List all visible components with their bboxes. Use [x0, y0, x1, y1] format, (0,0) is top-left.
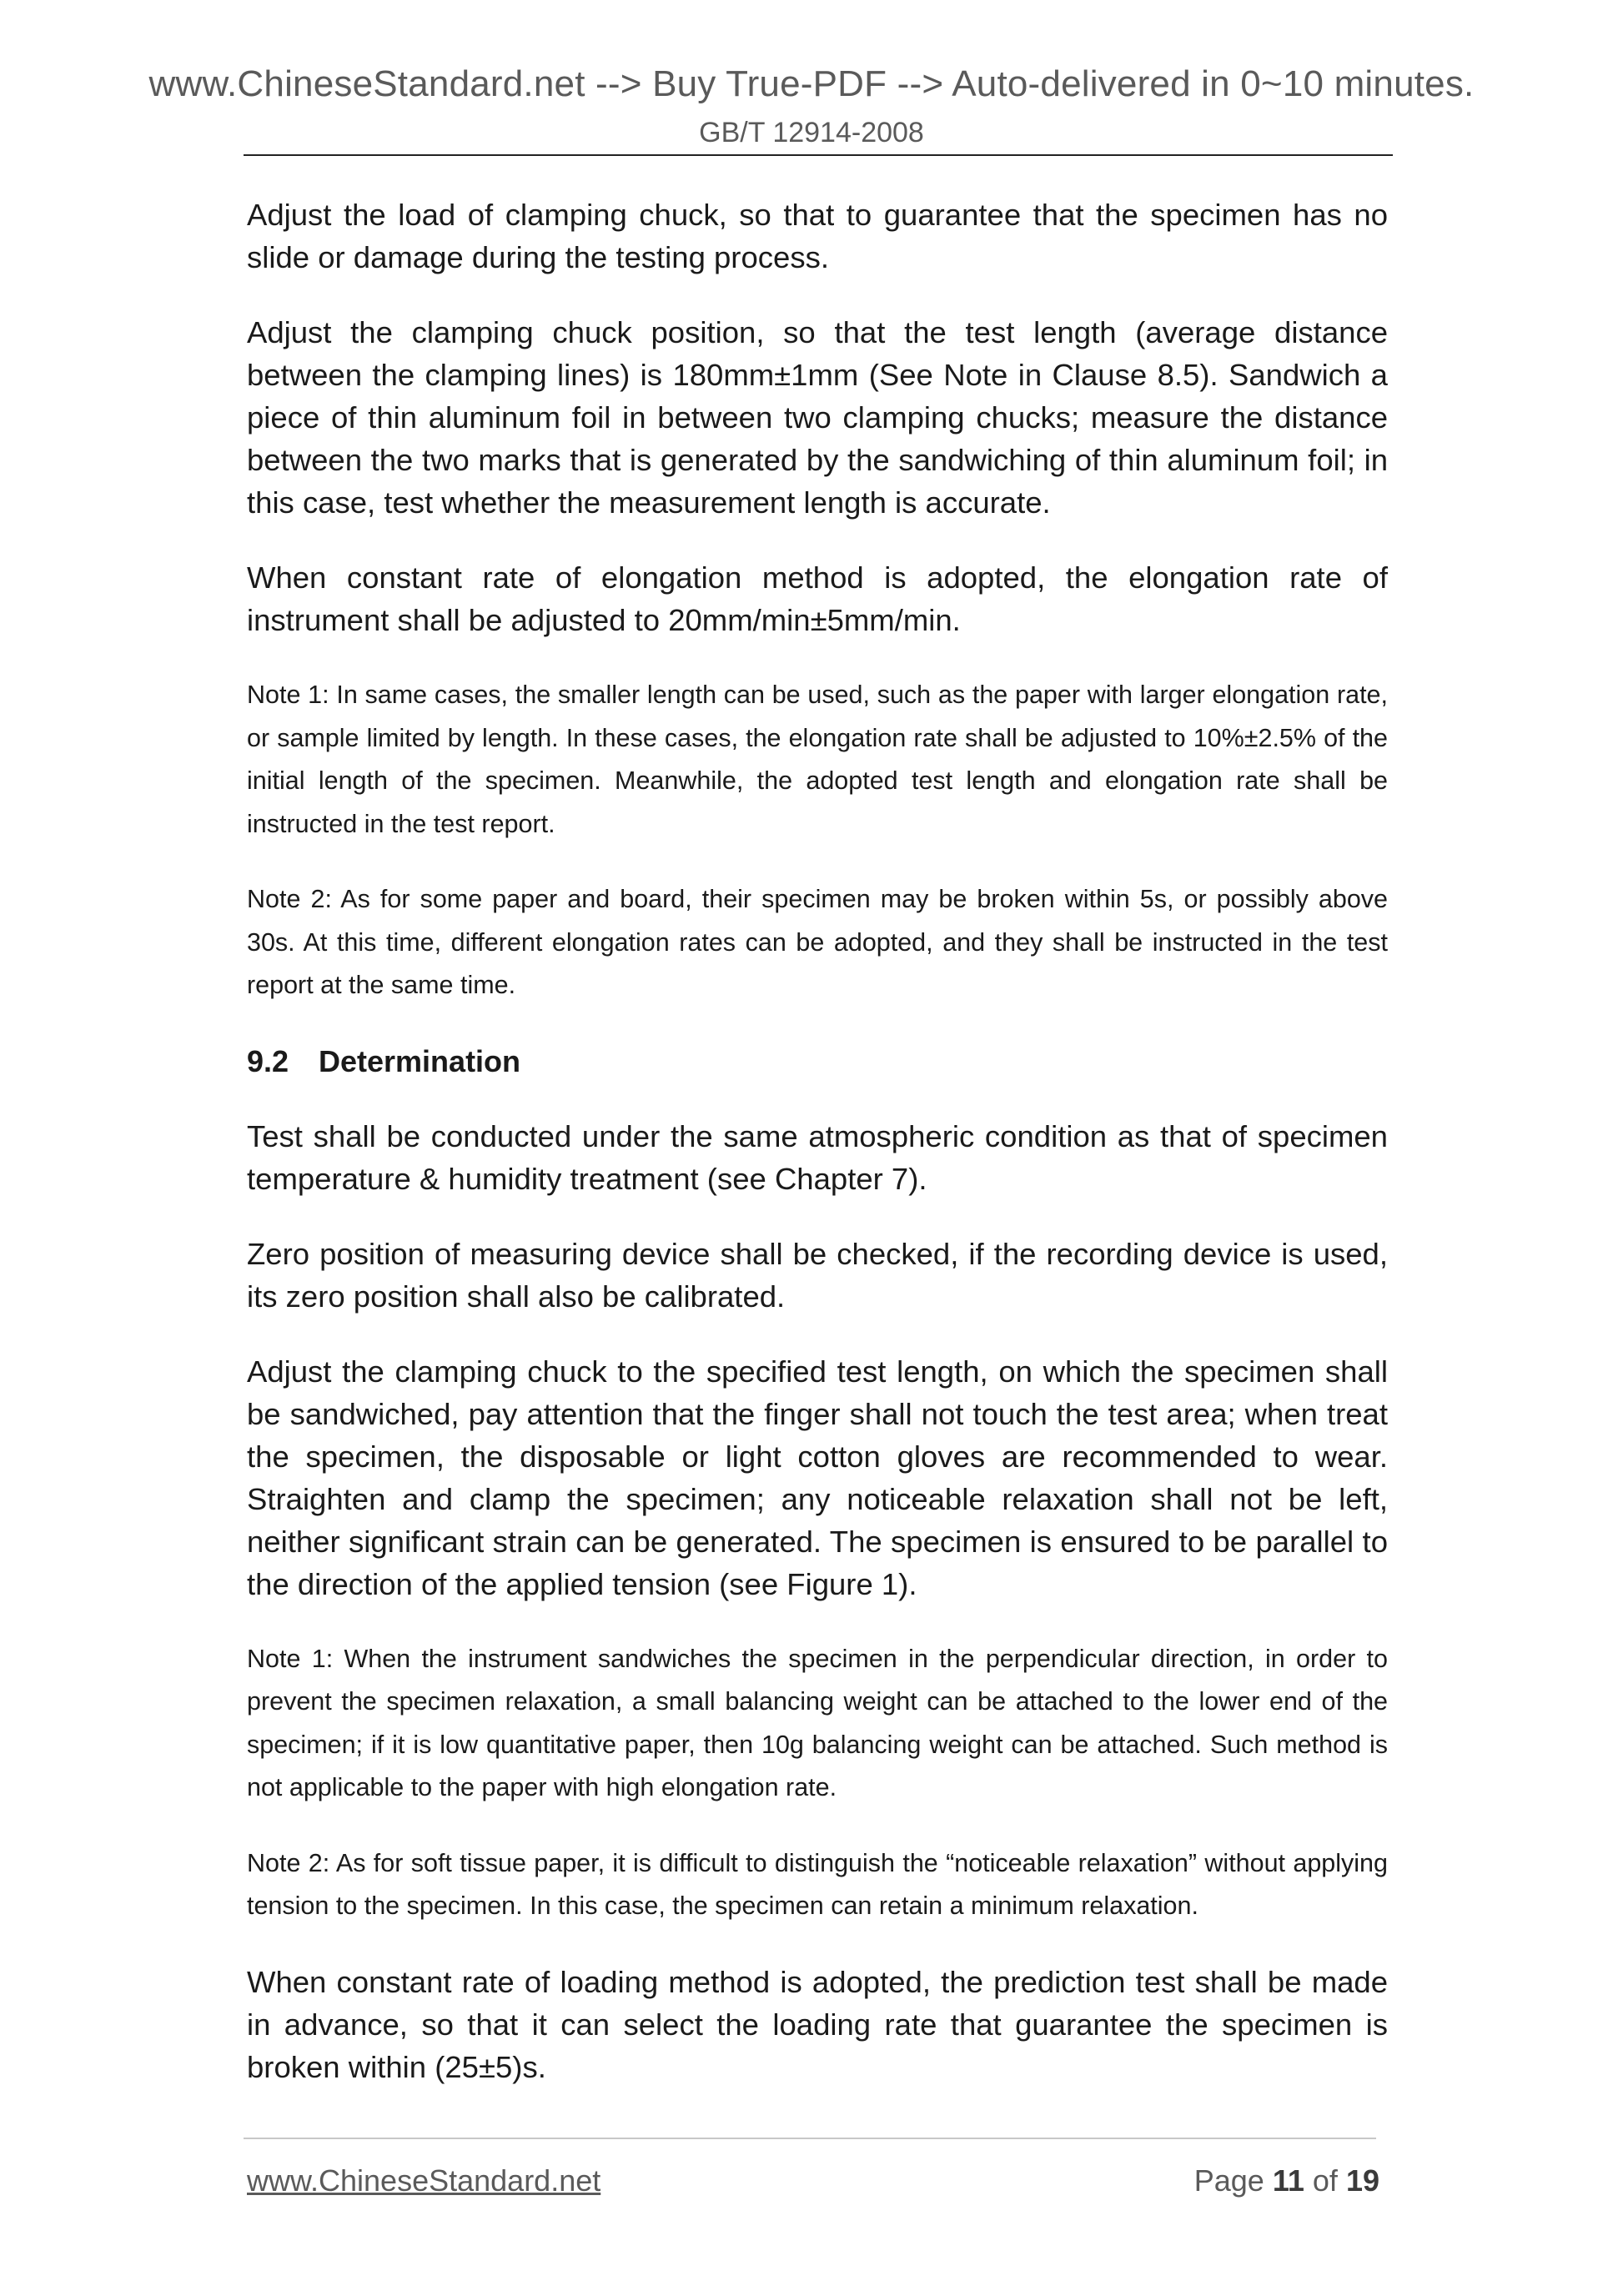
- current-page: 11: [1272, 2163, 1304, 2198]
- paragraph-elongation-rate: When constant rate of elongation method is adopted, the elongation rate of instrument shall be adjusted to 20mm/min±5mm/min.: [247, 560, 1388, 637]
- note-1-balancing-weight: Note 1: When the instrument sandwiches the specimen in the perpendicular direction, in order to prevent the specimen relaxation, a small balancing weight can be attached to the lower end of the specimen; if it is low quantitative paper, then 10g balancing weight can be attached. Such method is not applicable to the paper with high elongation rate.: [247, 1644, 1388, 1801]
- paragraph-chuck-position: Adjust the clamping chuck position, so that the test length (average distance between the clamping lines) is 180mm±1mm (See Note in Clause 8.5). Sandwich a piece of thin aluminum foil in between two clamping chucks; measure the distance between the two marks that is generated by the sandwiching of thin aluminum foil; in this case, test whether the measurement length is accurate.: [247, 315, 1388, 520]
- section-title: Determination: [319, 1043, 521, 1078]
- section-number: 9.2: [247, 1043, 289, 1078]
- paragraph-loading-rate: When constant rate of loading method is adopted, the prediction test shall be made in advance, so that it can select the loading rate that guarantee the specimen is broken within (25±5)s.: [247, 1964, 1388, 2084]
- paragraph-clamping: Adjust the clamping chuck to the specified test length, on which the specimen shall be sandwiched, pay attention that the finger shall not touch the test area; when treat the specimen, the disposable or light cotton gloves are recommended to wear. Straighten and clamp the specimen; any noticeable relaxation shall not be left, neither significant strain can be generated. The specimen is ensured to be parallel to the direction of the applied tension (see Figure 1).: [247, 1354, 1388, 1601]
- paragraph-zero-position: Zero position of measuring device shall be checked, if the recording device is used, its zero position shall also be calibrated.: [247, 1236, 1388, 1314]
- note-2-break-time: Note 2: As for some paper and board, their specimen may be broken within 5s, or possibly above 30s. At this time, different elongation rates can be adopted, and they shall be instructed in the test report at the same time.: [247, 885, 1388, 999]
- header-banner[interactable]: www.ChineseStandard.net --> Buy True-PDF --> Auto-delivered in 0~10 minutes.: [148, 63, 1475, 104]
- footer-divider: [244, 2138, 1376, 2139]
- total-pages: 19: [1345, 2163, 1379, 2198]
- page-number: Page 11 of 19: [1193, 2163, 1379, 2198]
- section-heading: [247, 1040, 1388, 1083]
- standard-number: GB/T 12914-2008: [699, 117, 924, 148]
- note-1-length: Note 1: In same cases, the smaller length can be used, such as the paper with larger elongation rate, or sample limited by length. In these cases, the elongation rate shall be adjusted to 10%±2.5% of the initial length of the specimen. Meanwhile, the adopted test length and elongation rate shall be instructed in the test report.: [247, 681, 1388, 838]
- note-2-tissue-paper: Note 2: As for soft tissue paper, it is difficult to distinguish the “noticeable relaxation” without applying tension to the specimen. In this case, the specimen can retain a minimum relaxation.: [247, 1848, 1388, 1920]
- header-divider: [244, 154, 1393, 156]
- paragraph-load-adjust: Adjust the load of clamping chuck, so that to guarantee that the specimen has no slide or damage during the testing process.: [247, 198, 1388, 274]
- paragraph-atmosphere: Test shall be conducted under the same atmospheric condition as that of specimen temperature & humidity treatment (see Chapter 7).: [247, 1118, 1388, 1196]
- page-content: [247, 193, 1388, 2121]
- footer-website-link[interactable]: www.ChineseStandard.net: [247, 2163, 601, 2198]
